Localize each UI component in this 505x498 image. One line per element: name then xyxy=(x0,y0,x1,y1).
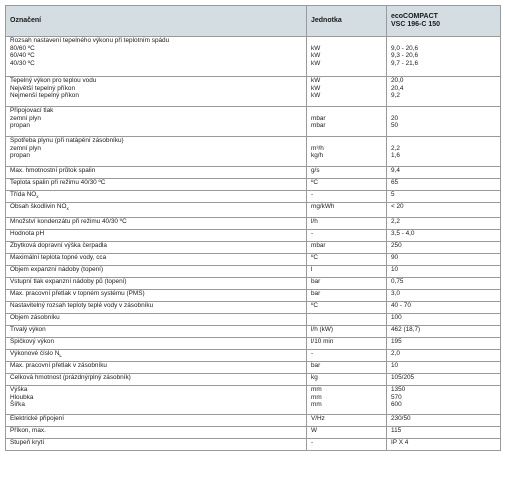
unit-line: mbar xyxy=(311,242,326,249)
cell-value xyxy=(387,137,501,167)
label-line: Maximální teplota topné vody, cca xyxy=(10,254,107,261)
cell-value xyxy=(387,242,501,254)
table-row xyxy=(6,362,501,374)
cell-value xyxy=(387,266,501,278)
value-line: 2,2 xyxy=(391,218,400,225)
cell-label xyxy=(6,203,307,218)
cell-unit xyxy=(307,350,387,362)
value-line: 3,0 xyxy=(391,290,400,297)
header-model xyxy=(387,6,501,37)
table-row xyxy=(6,338,501,350)
cell-label xyxy=(6,362,307,374)
header-unit: Jednotka xyxy=(307,6,387,37)
unit-line: W xyxy=(311,427,318,434)
label-line: Špičkový výkon xyxy=(10,338,55,345)
cell-value xyxy=(387,415,501,427)
header-model-line2: VSC 196-C 150 xyxy=(391,21,441,28)
label-line: Nejmenší tepelný příkon xyxy=(10,92,79,100)
cell-unit xyxy=(307,203,387,218)
cell-value xyxy=(387,302,501,314)
cell-label xyxy=(6,338,307,350)
label-line: Elektrické připojení xyxy=(10,415,64,422)
value-line: 5 xyxy=(391,191,395,198)
cell-unit xyxy=(307,107,387,137)
table-row xyxy=(6,203,501,218)
cell-value xyxy=(387,386,501,415)
value-line: 1,6 xyxy=(391,152,400,160)
table-row xyxy=(6,290,501,302)
unit-line: l xyxy=(311,266,313,273)
cell-unit xyxy=(307,218,387,230)
unit-line: mg/kWh xyxy=(311,203,335,210)
cell-value xyxy=(387,191,501,203)
cell-label xyxy=(6,278,307,290)
subscript: x xyxy=(66,206,69,211)
unit-line: - xyxy=(311,439,314,446)
unit-line: bar xyxy=(311,362,321,369)
unit-line: g/s xyxy=(311,167,320,174)
cell-unit xyxy=(307,37,387,77)
value-line: 1350 xyxy=(391,386,406,393)
cell-unit xyxy=(307,427,387,439)
table-row xyxy=(6,278,501,290)
table-row xyxy=(6,107,501,137)
table-row xyxy=(6,167,501,179)
value-line: 2,2 xyxy=(391,144,400,152)
label-line: propan xyxy=(10,152,30,160)
value-line xyxy=(391,37,496,45)
unit-line: bar xyxy=(311,278,321,285)
unit-line xyxy=(311,37,382,45)
table-row xyxy=(6,427,501,439)
subscript: L xyxy=(59,353,62,358)
label-line: Množství kondenzátu při režimu 40/30 ºC xyxy=(10,218,127,225)
cell-label xyxy=(6,37,307,77)
unit-line: m³/h xyxy=(311,144,324,152)
subscript: x xyxy=(36,194,39,199)
unit-line: l/10 min xyxy=(311,338,334,345)
unit-line: ºC xyxy=(311,254,318,261)
label-line: Objem expanzní nádoby (topení) xyxy=(10,266,104,273)
cell-label xyxy=(6,290,307,302)
cell-value xyxy=(387,107,501,137)
value-line: 20,0 xyxy=(391,77,404,84)
table-row xyxy=(6,254,501,266)
cell-unit xyxy=(307,266,387,278)
unit-line xyxy=(311,137,382,145)
unit-line: - xyxy=(311,350,314,357)
cell-unit xyxy=(307,386,387,415)
cell-label xyxy=(6,326,307,338)
value-line: 462 (18,7) xyxy=(391,326,421,333)
cell-unit xyxy=(307,338,387,350)
cell-label xyxy=(6,266,307,278)
table-row xyxy=(6,218,501,230)
label-line: Obsah škodlivin $NO_x$ xyxy=(10,203,69,211)
header-model-line1: ecoCOMPACT xyxy=(391,13,438,20)
unit-line: mbar xyxy=(311,122,326,130)
cell-label xyxy=(6,314,307,326)
value-line: 9,2 xyxy=(391,92,400,100)
table-row xyxy=(6,386,501,415)
cell-label xyxy=(6,415,307,427)
value-line: 9,3 - 20,6 xyxy=(391,52,419,60)
cell-unit xyxy=(307,326,387,338)
table-row xyxy=(6,137,501,167)
cell-value xyxy=(387,37,501,77)
label-line: Šířka xyxy=(10,401,25,409)
value-line: 50 xyxy=(391,122,399,130)
label-line: Stupeň krytí xyxy=(10,439,45,446)
cell-value xyxy=(387,362,501,374)
value-line: 90 xyxy=(391,254,399,261)
label-line: 80/60 ºC xyxy=(10,44,35,52)
cell-label xyxy=(6,218,307,230)
cell-unit xyxy=(307,439,387,451)
table-row xyxy=(6,374,501,386)
cell-unit xyxy=(307,179,387,191)
technical-data-table xyxy=(5,5,501,451)
header-row xyxy=(6,6,501,37)
unit-line: - xyxy=(311,191,314,198)
cell-value xyxy=(387,230,501,242)
label-line: Nastavitelný rozsah teploty teplé vody v zásobníku xyxy=(10,302,154,309)
value-line: 230/50 xyxy=(391,415,411,422)
cell-value xyxy=(387,203,501,218)
table-row xyxy=(6,77,501,107)
cell-unit xyxy=(307,278,387,290)
label-line: Max. pracovní přetlak v zásobníku xyxy=(10,362,107,369)
cell-label xyxy=(6,374,307,386)
unit-line: l/h (kW) xyxy=(311,326,334,333)
value-line: 10 xyxy=(391,362,399,369)
cell-value xyxy=(387,290,501,302)
unit-line: kW xyxy=(311,60,321,68)
label-line: Výška xyxy=(10,386,28,393)
value-line: 250 xyxy=(391,242,402,249)
cell-unit xyxy=(307,362,387,374)
value-line: 195 xyxy=(391,338,402,345)
label-line: zemní plyn xyxy=(10,114,41,122)
unit-line: - xyxy=(311,230,314,237)
cell-label xyxy=(6,302,307,314)
value-line: 40 - 70 xyxy=(391,302,411,309)
cell-unit xyxy=(307,290,387,302)
cell-unit xyxy=(307,314,387,326)
unit-line: ºC xyxy=(311,302,318,309)
label-line: Spotřeba plynu (při natápění zásobníku) xyxy=(10,137,124,144)
value-line: 20,4 xyxy=(391,84,404,92)
cell-unit xyxy=(307,242,387,254)
value-line: 105/205 xyxy=(391,374,415,381)
cell-unit xyxy=(307,374,387,386)
value-line: 20 xyxy=(391,114,399,122)
table-row xyxy=(6,350,501,362)
label-line: Teplota spalin při režimu 40/30 ºC xyxy=(10,179,106,186)
table-row xyxy=(6,179,501,191)
table-row xyxy=(6,439,501,451)
cell-value xyxy=(387,338,501,350)
unit-line: ºC xyxy=(311,179,318,186)
table-row xyxy=(6,242,501,254)
cell-value xyxy=(387,439,501,451)
value-line: 9,4 xyxy=(391,167,400,174)
label-line: Hodnota pH xyxy=(10,230,45,237)
cell-label xyxy=(6,230,307,242)
cell-value xyxy=(387,179,501,191)
label-line: Třída $NO_x$ xyxy=(10,191,39,199)
table-row xyxy=(6,326,501,338)
cell-unit xyxy=(307,167,387,179)
value-line: 65 xyxy=(391,179,399,186)
cell-value xyxy=(387,278,501,290)
header-designation: Označení xyxy=(6,6,307,37)
table-row xyxy=(6,266,501,278)
table-row xyxy=(6,191,501,203)
value-line: 2,0 xyxy=(391,350,400,357)
table-row xyxy=(6,230,501,242)
cell-label xyxy=(6,254,307,266)
cell-label xyxy=(6,386,307,415)
unit-line xyxy=(311,314,382,322)
cell-value xyxy=(387,374,501,386)
table-row xyxy=(6,415,501,427)
label-line: propan xyxy=(10,122,30,130)
cell-label xyxy=(6,427,307,439)
cell-label xyxy=(6,191,307,203)
value-line: 9,7 - 21,6 xyxy=(391,60,419,68)
cell-label xyxy=(6,350,307,362)
label-line: 60/40 ºC xyxy=(10,52,35,60)
cell-label xyxy=(6,179,307,191)
unit-line: mm xyxy=(311,401,322,409)
unit-line: kg/h xyxy=(311,152,324,160)
unit-line: mm xyxy=(311,393,322,401)
table-row xyxy=(6,37,501,77)
cell-label xyxy=(6,137,307,167)
label-line: Max. hmotnostní průtok spalin xyxy=(10,167,96,174)
value-line xyxy=(391,107,496,115)
value-line: 0,75 xyxy=(391,278,404,285)
unit-line: kg xyxy=(311,374,318,381)
unit-line: V/Hz xyxy=(311,415,325,422)
label-line: Výkonové číslo $N_L$ xyxy=(10,350,62,358)
table-row xyxy=(6,302,501,314)
label-line: Největší tepelný příkon xyxy=(10,84,76,92)
value-line: 10 xyxy=(391,266,399,273)
unit-line: bar xyxy=(311,290,321,297)
cell-label xyxy=(6,77,307,107)
unit-line: kW xyxy=(311,92,321,100)
label-line: Trvalý výkon xyxy=(10,326,46,333)
unit-line: mbar xyxy=(311,114,326,122)
cell-label xyxy=(6,107,307,137)
label-line: Příkon, max. xyxy=(10,427,46,434)
unit-line: kW xyxy=(311,84,321,92)
label-line: Připojovací tlak xyxy=(10,107,54,114)
cell-value xyxy=(387,427,501,439)
unit-line: l/h xyxy=(311,218,318,225)
label-line: Objem zásobníku xyxy=(10,314,60,321)
value-line: < 20 xyxy=(391,203,404,210)
cell-label xyxy=(6,242,307,254)
cell-unit xyxy=(307,302,387,314)
cell-value xyxy=(387,314,501,326)
label-line: Vstupní tlak expanzní nádoby pů (topení) xyxy=(10,278,127,285)
table-body xyxy=(6,37,501,451)
cell-value xyxy=(387,167,501,179)
cell-label xyxy=(6,439,307,451)
table-header xyxy=(6,6,501,37)
cell-label xyxy=(6,167,307,179)
cell-unit xyxy=(307,230,387,242)
cell-value xyxy=(387,218,501,230)
value-line xyxy=(391,137,496,145)
unit-line: kW xyxy=(311,52,321,60)
value-line: 570 xyxy=(391,393,402,401)
value-line: IP X 4 xyxy=(391,439,409,446)
cell-unit xyxy=(307,77,387,107)
cell-value xyxy=(387,254,501,266)
label-line: Tepelný výkon pro teplou vodu xyxy=(10,77,97,84)
table-row xyxy=(6,314,501,326)
label-line: zemní plyn xyxy=(10,144,41,152)
cell-unit xyxy=(307,254,387,266)
label-line: Hloubka xyxy=(10,393,34,401)
unit-line xyxy=(311,107,382,115)
unit-line: mm xyxy=(311,386,322,393)
label-line: 40/30 ºC xyxy=(10,60,35,68)
label-line: Celková hmotnost (prázdný/plný zásobník) xyxy=(10,374,131,381)
label-line: Max. pracovní přetlak v topném systému (PMS) xyxy=(10,290,145,297)
unit-line: kW xyxy=(311,77,321,84)
cell-unit xyxy=(307,191,387,203)
cell-value xyxy=(387,350,501,362)
cell-value xyxy=(387,326,501,338)
value-line: 600 xyxy=(391,401,402,409)
value-line: 9,0 - 20,6 xyxy=(391,44,419,52)
cell-unit xyxy=(307,137,387,167)
value-line: 100 xyxy=(391,314,402,321)
cell-unit xyxy=(307,415,387,427)
label-line: Rozsah nastavení tepelného výkonu při teplotním spádu xyxy=(10,37,170,44)
value-line: 3,5 - 4,0 xyxy=(391,230,415,237)
value-line: 115 xyxy=(391,427,402,434)
cell-value xyxy=(387,77,501,107)
label-line: Zbytková dopravní výška čerpadla xyxy=(10,242,107,249)
unit-line: kW xyxy=(311,44,321,52)
